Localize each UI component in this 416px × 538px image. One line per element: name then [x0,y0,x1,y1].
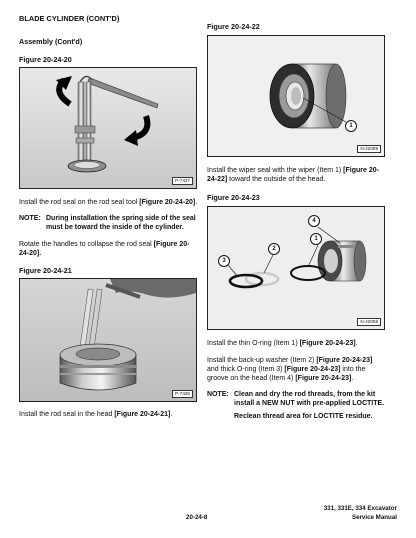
figure-20-24-21-photo [19,278,197,402]
figure-tag: N-22059 [357,145,381,153]
paragraph-backup-washer-line3 [207,374,353,383]
text: Install the rod seal on the rod seal tool [19,199,140,206]
text: Rotate the handles to collapse the rod seal [19,241,154,248]
rod-seal-tool-illustration [20,68,196,188]
note-label: NOTE: [19,215,41,222]
figure-20-24-20-photo [19,67,197,189]
paragraph-install-rod-seal [19,410,172,419]
paragraph-rotate-handles-line1 [19,240,189,249]
paragraph-rod-seal-tool [19,198,197,207]
figure-ref: [Figure 20-24-23] [299,340,356,347]
note-line: must be toward the inside of the cylinder. [46,224,184,231]
paragraph-backup-washer-line1 [207,356,372,365]
figure-ref: [Figure 20- [153,241,190,248]
callout-item-4: 4 [308,215,320,227]
text: Install the rod seal in the head [19,411,115,418]
paragraph-thin-o-ring [207,339,358,348]
figure-tag: N-22058 [357,318,381,326]
figure-ref: [Figure 20-24-21] [114,411,171,418]
figure-ref: [Figure 20-24-23] [295,375,352,382]
figure-20-24-22-photo [207,35,385,157]
note-line: Reclean thread area for LOCTITE residue. [234,413,373,420]
callout-item-3: 3 [218,255,230,267]
figure-20-24-20-caption: Figure 20-24-20 [19,55,72,64]
note-line: Clean and dry the rod threads, from the kit [234,391,376,398]
figure-ref: [Figure 20- [343,167,379,174]
text: . [170,411,173,418]
o-rings-and-head-illustration [208,207,384,329]
text: into the [340,366,366,373]
section-title: BLADE CYLINDER (CONT'D) [19,14,120,23]
paragraph-backup-washer-line2 [207,365,365,374]
paragraph-wiper-seal-line2 [207,175,325,184]
figure-tag: P-7425 [172,390,193,398]
footer-model: 331, 331E, 334 Excavator [323,505,397,512]
paragraph-rotate-handles-line2 [19,249,41,258]
figure-ref: 24-20]. [19,250,42,257]
text: toward the outside of the head. [227,176,326,183]
text: . [355,340,358,347]
figure-20-24-22-caption: Figure 20-24-22 [207,22,260,31]
wiper-seal-illustration [208,36,384,156]
text: . [195,199,198,206]
note-line: During installation the spring side of the seal [46,215,196,222]
figure-20-24-23-photo [207,206,385,330]
note-label: NOTE: [207,391,229,398]
figure-ref: 24-22] [207,176,228,183]
callout-item-2: 2 [268,243,280,255]
figure-tag: P-7427 [172,177,193,185]
note-line: install a NEW NUT with pre-applied LOCTITE. [234,400,385,407]
text: and thick O-ring (Item 3) [207,366,285,373]
callout-item-1: 1 [345,120,357,132]
callout-item-1: 1 [310,233,322,245]
text: groove on the head (Item 4) [207,375,296,382]
text: Install the back-up washer (Item 2) [207,357,317,364]
figure-20-24-23-caption: Figure 20-24-23 [207,193,260,202]
figure-ref: [Figure 20-24-23] [316,357,373,364]
text: . [351,375,354,382]
text: Install the thin O-ring (Item 1) [207,340,300,347]
figure-ref: [Figure 20-24-20] [139,199,196,206]
footer-manual: Service Manual [351,514,397,521]
rod-seal-in-head-illustration [20,279,196,401]
text: Install the wiper seal with the wiper (Item 1) [207,167,344,174]
figure-ref: [Figure 20-24-23] [284,366,341,373]
paragraph-wiper-seal-line1 [207,166,379,175]
figure-20-24-21-caption: Figure 20-24-21 [19,266,72,275]
subsection-title: Assembly (Cont'd) [19,37,83,46]
page-number: 20-24-8 [186,514,208,521]
